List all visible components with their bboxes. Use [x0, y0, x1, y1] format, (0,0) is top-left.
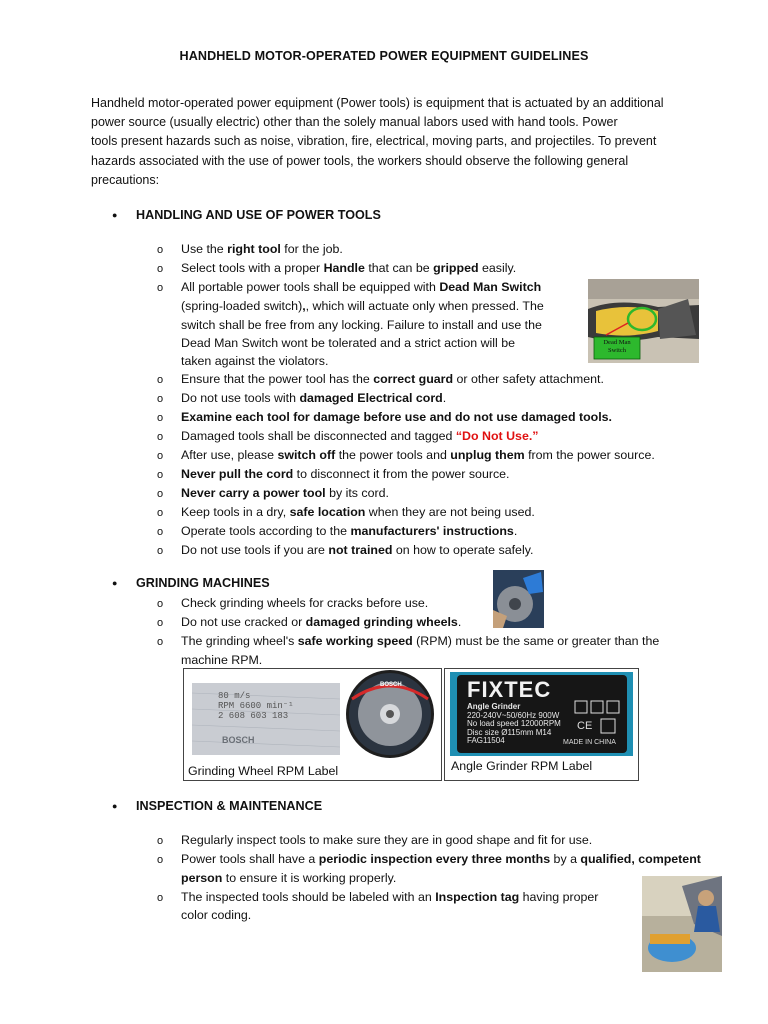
list-item-continuation: switch shall be free from any locking. Failure to install and use the — [181, 318, 542, 332]
grinding-wheel-figure: 80 m/s RPM 6600 min⁻¹ 2 608 603 183 BOSCH BOSCH Grinding Wheel RPM Label — [183, 668, 442, 781]
section-title: HANDLING AND USE OF POWER TOOLS — [136, 208, 381, 222]
list-item: o After use, please switch off the power tools and unplug them from the power source. — [157, 448, 655, 462]
section-heading-inspection — [112, 799, 322, 813]
section-title: INSPECTION & MAINTENANCE — [136, 799, 323, 813]
page-title: HANDHELD MOTOR-OPERATED POWER EQUIPMENT GUIDELINES — [179, 49, 589, 63]
list-item: o Never pull the cord to disconnect it from the power source. — [157, 467, 510, 481]
intro-paragraph — [91, 94, 731, 190]
bullet-icon: ● — [112, 210, 118, 220]
list-item: o All portable power tools shall be equipped with Dead Man Switch — [157, 280, 542, 294]
bullet-icon: ● — [112, 801, 118, 811]
list-item-continuation: color coding. — [181, 908, 252, 922]
list-item-continuation: Dead Man Switch wont be tolerated and a strict action will be — [181, 336, 516, 350]
list-item: o Damaged tools shall be disconnected and tagged “Do Not Use.” — [157, 429, 539, 443]
list-item: o Do not use tools if you are not trained on how to operate safely. — [157, 543, 534, 557]
intro-line: tools present hazards such as noise, vibration, fire, electrical, moving parts, and projectiles. To prevent — [91, 134, 657, 149]
intro-line: power source (usually electric) other than the solely manual labors used with hand tools. Power — [91, 115, 618, 130]
list-item: o Power tools shall have a periodic inspection every three months by a qualified, competent — [157, 852, 701, 866]
grinder-photo — [493, 570, 544, 628]
list-item: o Keep tools in a dry, safe location when they are not being used. — [157, 505, 535, 519]
list-item: o Check grinding wheels for cracks before use. — [157, 596, 429, 610]
intro-line: precautions: — [91, 172, 160, 187]
list-item: o Do not use cracked or damaged grinding wheels. — [157, 615, 462, 629]
intro-line: hazards associated with the use of power tools, the workers should observe the following general — [91, 153, 629, 168]
svg-text:CE: CE — [577, 720, 593, 732]
list-item: o Examine each tool for damage before use and do not use damaged tools. — [157, 410, 613, 424]
bullet-icon: ● — [112, 578, 118, 588]
list-item: o Select tools with a proper Handle that can be gripped easily. — [157, 261, 517, 275]
list-item: o Do not use tools with damaged Electrical cord. — [157, 391, 447, 405]
section-heading-handling — [112, 208, 381, 222]
list-item-continuation: person to ensure it is working properly. — [181, 871, 397, 885]
section-title: GRINDING MACHINES — [136, 576, 270, 590]
list-item: o The inspected tools should be labeled with an Inspection tag having proper — [157, 890, 599, 904]
angle-grinder-figure: FIXTEC Angle Grinder 220-240V~50/60Hz 900W No load speed 12000RPM Disc size Ø115mm M14 FAG11504 MADE IN CHINA CE Angle Grinder RPM Label — [444, 668, 639, 781]
inspection-photo — [642, 876, 722, 972]
dead-man-switch-photo: Dead Man Switch — [588, 279, 699, 363]
intro-line: Handheld motor-operated power equipment (Power tools) is equipment that is actuated by an additional — [91, 96, 664, 110]
list-item: o Use the right tool for the job. — [157, 242, 343, 256]
figure-caption: Grinding Wheel RPM Label — [188, 764, 339, 778]
list-item: o Never carry a power tool by its cord. — [157, 486, 389, 500]
list-item: o The grinding wheel's safe working speed (RPM) must be the same or greater than the — [157, 634, 660, 648]
list-item-continuation: taken against the violators. — [181, 354, 329, 368]
list-item: o Regularly inspect tools to make sure they are in good shape and fit for use. — [157, 833, 593, 847]
list-item-continuation: (spring-loaded switch),, which will actuate only when pressed. The — [181, 299, 544, 313]
list-item: o Operate tools according to the manufacturers' instructions. — [157, 524, 518, 538]
list-item-continuation: machine RPM. — [181, 653, 263, 667]
figure-caption: Angle Grinder RPM Label — [451, 759, 593, 773]
list-item: o Ensure that the power tool has the correct guard or other safety attachment. — [157, 372, 604, 386]
section-heading-grinding — [112, 576, 270, 590]
